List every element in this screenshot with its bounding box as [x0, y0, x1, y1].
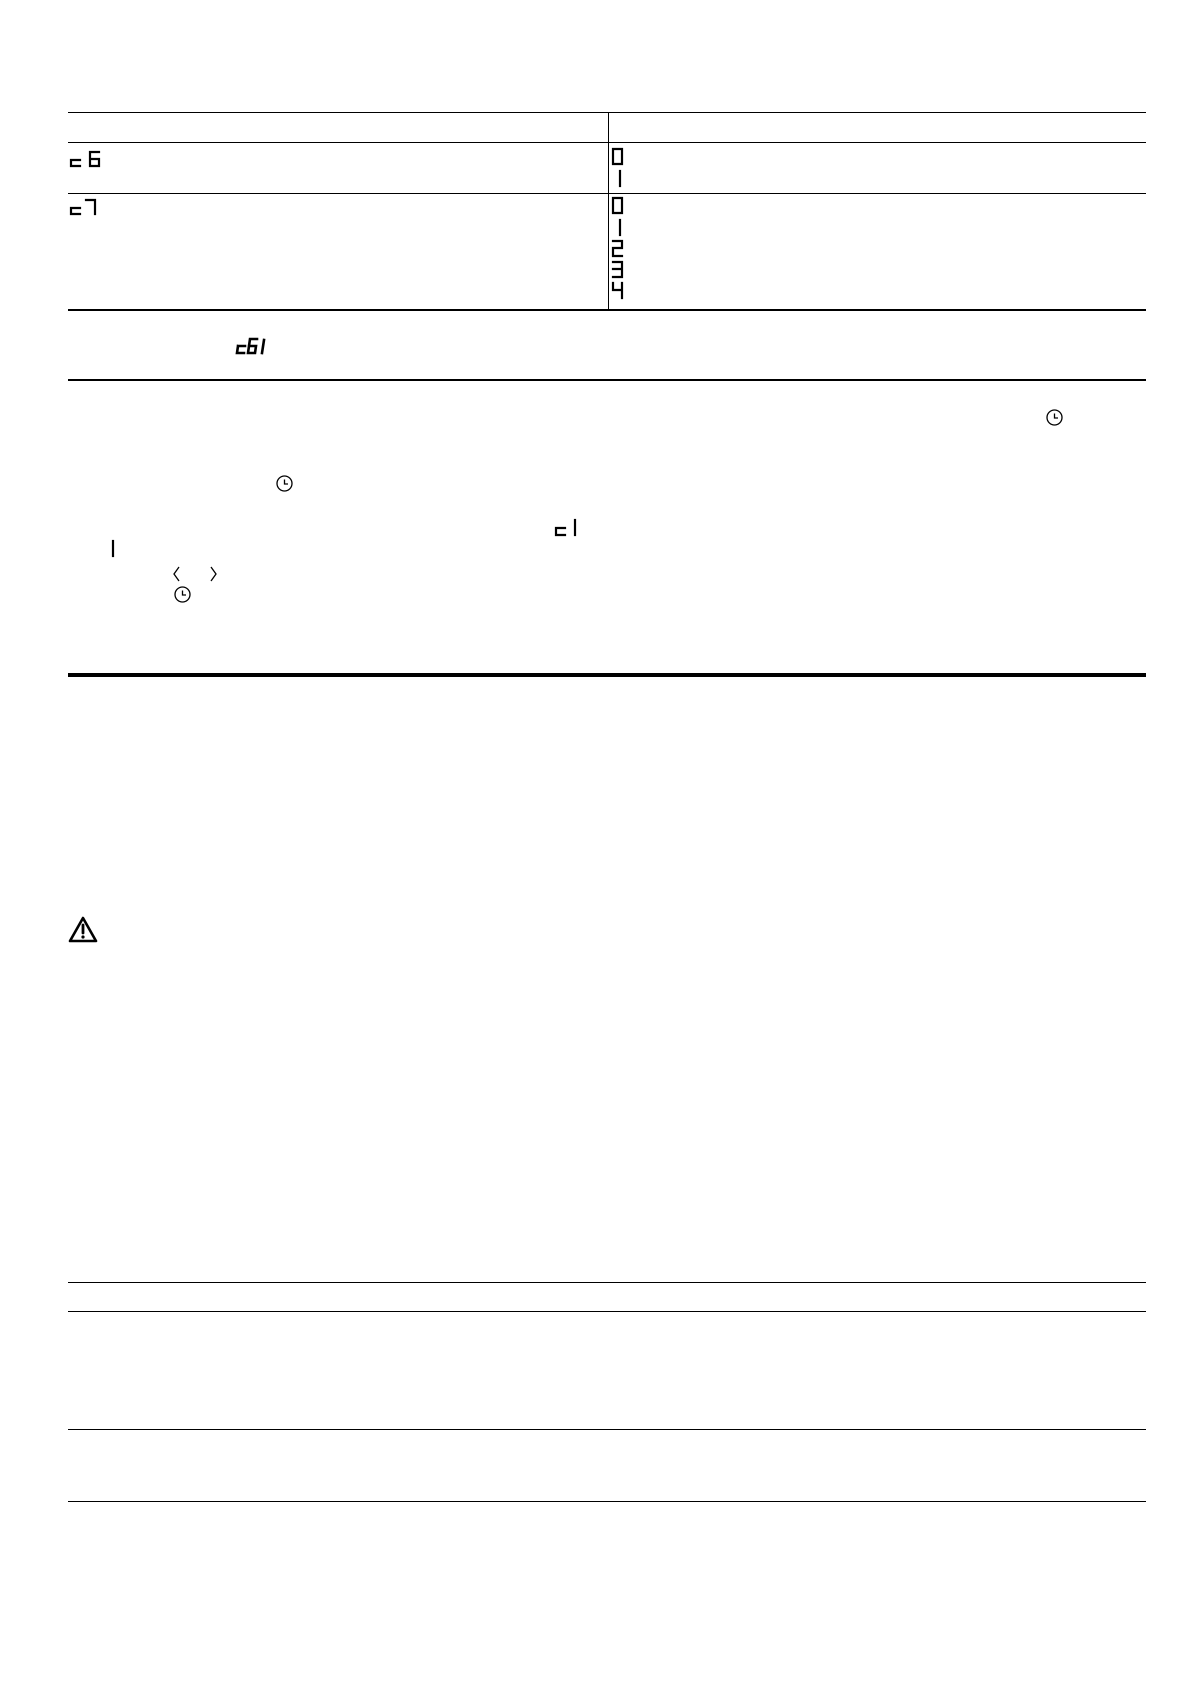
- seven-segment-c1-icon: [555, 519, 581, 537]
- chevron-right-icon: [208, 565, 218, 583]
- clock-icon: [174, 586, 191, 603]
- row-divider: [68, 1429, 1146, 1430]
- clock-icon: [1046, 409, 1063, 426]
- table-header-rule: [68, 142, 1146, 143]
- seven-segment-1-icon: [108, 540, 118, 558]
- table-top-rule: [68, 112, 1146, 113]
- value-digit-2-icon: [612, 240, 624, 258]
- section-divider: [68, 673, 1146, 677]
- table-header-rule: [68, 1311, 1146, 1312]
- note-bottom-rule: [68, 379, 1146, 381]
- value-digit-0-icon: [612, 148, 624, 166]
- value-digit-0-icon: [612, 197, 624, 215]
- warning-triangle-icon: [68, 916, 98, 943]
- seven-segment-c7-icon: [70, 198, 104, 216]
- value-digit-1-icon: [612, 170, 624, 188]
- row-divider: [68, 193, 1146, 194]
- seven-segment-c61-icon: [237, 337, 271, 355]
- seven-segment-c6-icon: [70, 150, 104, 168]
- column-divider: [608, 112, 609, 310]
- chevron-left-icon: [172, 565, 182, 583]
- clock-icon: [276, 475, 293, 492]
- table-top-rule: [68, 1282, 1146, 1283]
- value-digit-3-icon: [612, 261, 624, 279]
- value-digit-4-icon: [612, 282, 624, 300]
- table-bottom-rule: [68, 309, 1146, 311]
- value-digit-1-icon: [612, 219, 624, 237]
- table-bottom-rule: [68, 1501, 1146, 1502]
